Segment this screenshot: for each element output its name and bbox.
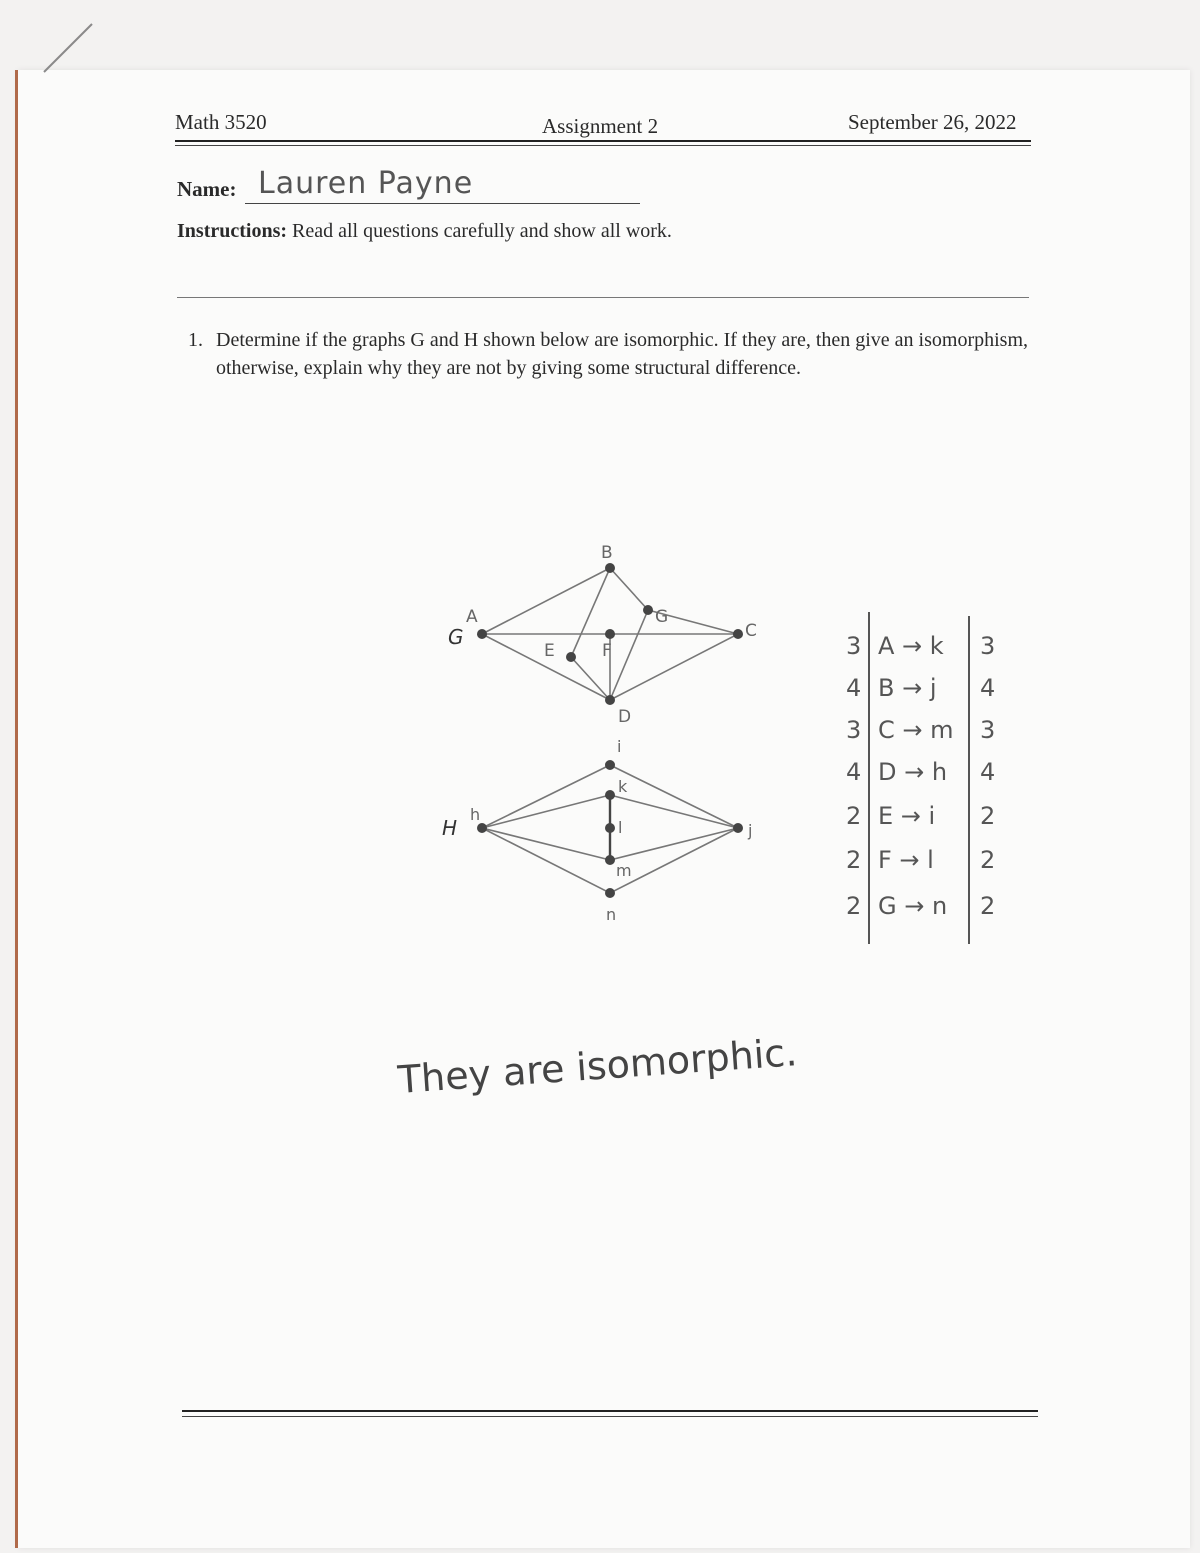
degree-g: 3 xyxy=(846,632,862,660)
isomorphism-table xyxy=(842,612,1002,947)
vertex-pair: B → j xyxy=(878,674,937,702)
mapping-row xyxy=(842,758,1012,790)
mapping-row xyxy=(842,632,1012,664)
assignment-title: Assignment 2 xyxy=(542,114,659,138)
h-label-n: n xyxy=(606,905,617,924)
degree-g: 2 xyxy=(846,892,862,920)
mapping-row xyxy=(842,802,1012,834)
name-underline xyxy=(245,203,640,204)
h-label-m: m xyxy=(616,861,632,880)
h-label-l: l xyxy=(618,818,623,837)
graph-g-name: G xyxy=(448,625,464,649)
degree-g: 2 xyxy=(846,846,862,874)
degree-h: 2 xyxy=(980,802,996,830)
h-label-h: h xyxy=(470,805,481,824)
answer-text: They are isomorphic. xyxy=(396,1030,799,1102)
vertex-pair: F → l xyxy=(878,846,934,874)
instructions xyxy=(177,220,672,243)
degree-g: 3 xyxy=(846,716,862,744)
degree-h: 3 xyxy=(980,632,996,660)
degree-g: 4 xyxy=(846,674,862,702)
header-rule-thin xyxy=(175,145,1031,146)
g-label-e: E xyxy=(544,641,555,661)
header-rule xyxy=(175,140,1031,142)
question-number: 1. xyxy=(188,329,203,351)
mapping-row xyxy=(842,846,1012,878)
mapping-row xyxy=(842,892,1012,924)
course-name: Math 3520 xyxy=(175,110,267,134)
instructions-label: Instructions: xyxy=(177,220,288,242)
degree-h: 2 xyxy=(980,846,996,874)
degree-g: 4 xyxy=(846,758,862,786)
degree-h: 2 xyxy=(980,892,996,920)
h-label-k: k xyxy=(618,777,628,796)
mapping-row xyxy=(842,674,1012,706)
g-label-a: A xyxy=(466,607,478,627)
vertex-pair: E → i xyxy=(878,802,936,830)
assignment-date: September 26, 2022 xyxy=(848,110,1017,134)
name-label: Name: xyxy=(177,177,237,201)
g-label-d: D xyxy=(618,707,632,727)
footer-rule-thin xyxy=(182,1416,1038,1417)
h-label-j: j xyxy=(748,821,753,840)
mapping-row xyxy=(842,716,1012,748)
vertex-pair: A → k xyxy=(878,632,944,660)
graphs-figure xyxy=(430,530,780,930)
g-label-c: C xyxy=(745,621,757,641)
degree-h: 4 xyxy=(980,758,996,786)
student-name: Lauren Payne xyxy=(258,166,474,201)
question-text: Determine if the graphs G and H shown below are isomorphic. If they are, then give an isomorphism, otherwise, explain why they are not by giving some structural difference. xyxy=(216,329,1029,379)
g-label-b: B xyxy=(601,543,613,563)
degree-h: 4 xyxy=(980,674,996,702)
footer-rule xyxy=(182,1410,1038,1412)
graph-h-name: H xyxy=(442,816,458,840)
pencil-mark xyxy=(40,20,100,80)
vertex-pair: C → m xyxy=(878,716,954,744)
degree-h: 3 xyxy=(980,716,996,744)
degree-g: 2 xyxy=(846,802,862,830)
vertex-pair: G → n xyxy=(878,892,948,920)
g-label-g: G xyxy=(655,607,669,627)
section-rule xyxy=(177,297,1029,298)
h-label-i: i xyxy=(617,737,622,756)
instructions-text: Read all questions carefully and show all work. xyxy=(292,220,672,242)
vertex-pair: D → h xyxy=(878,758,948,786)
g-label-f: F xyxy=(602,641,612,661)
